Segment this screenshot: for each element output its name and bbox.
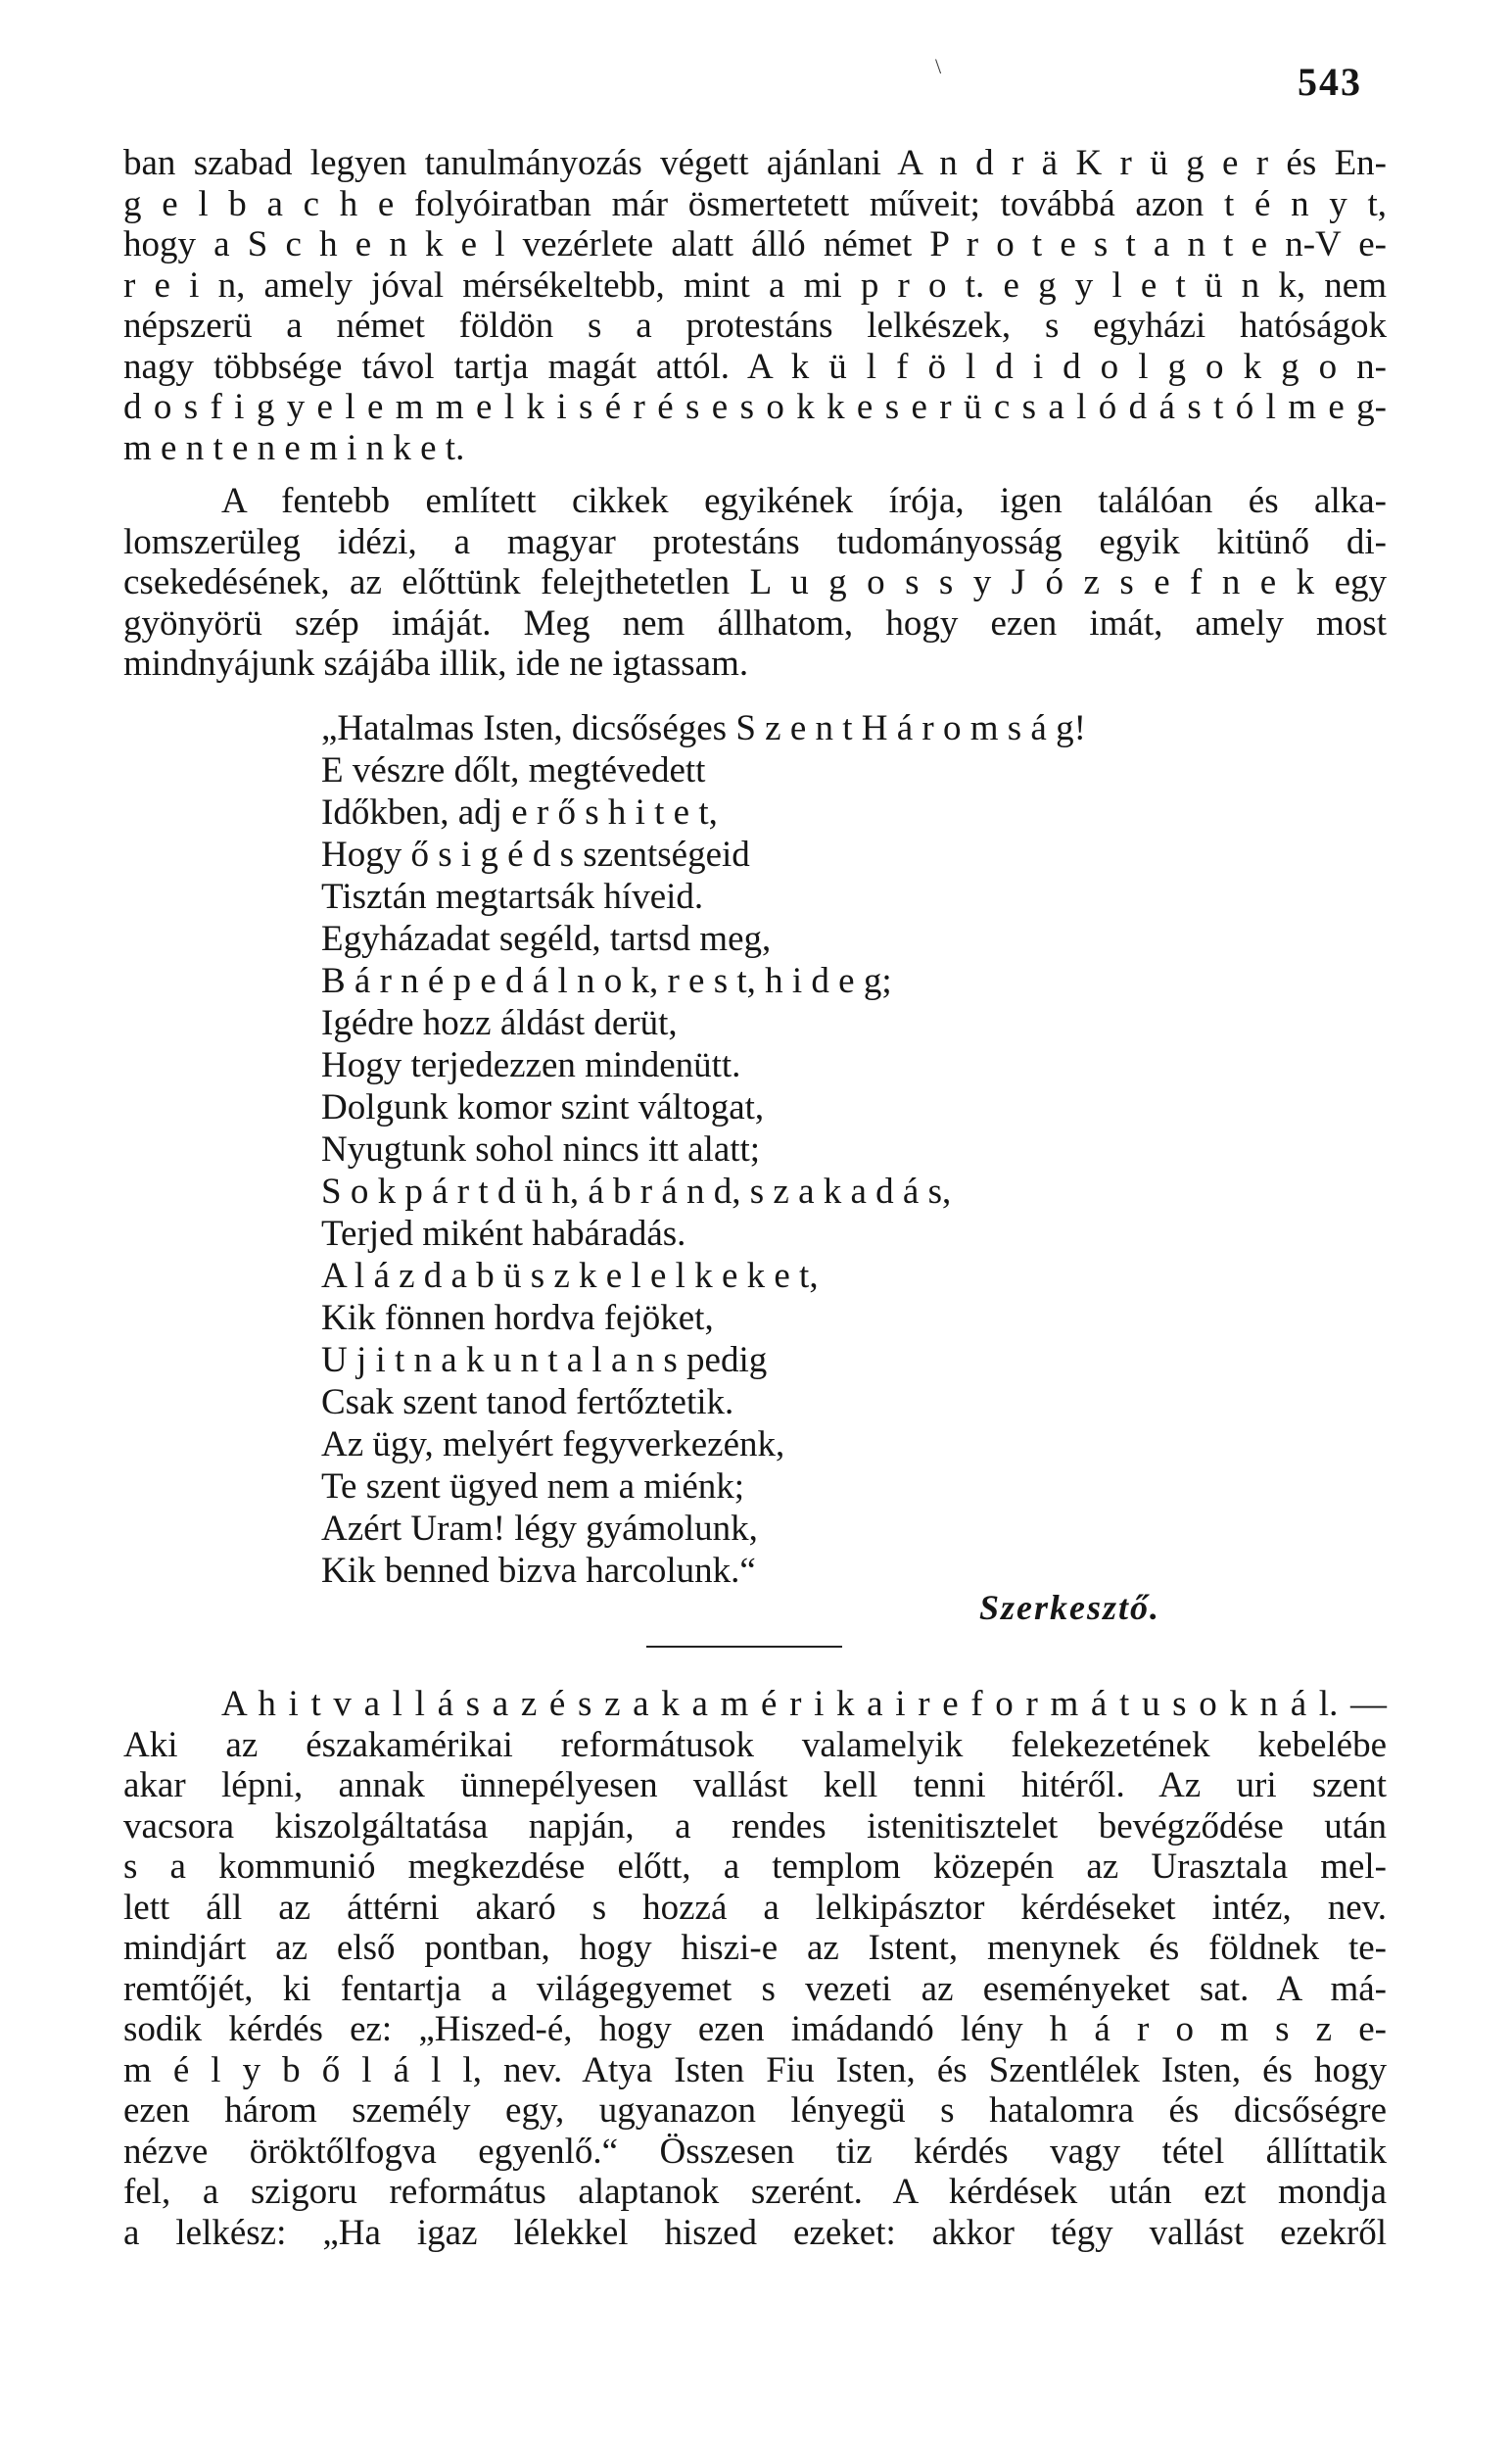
text-line: m é l y b ő l á l l, nev. Atya Isten Fiu Isten, és Szentlélek Isten, és hogy [123, 2049, 1387, 2090]
text-line: sodik kérdés ez: „Hiszed-é, hogy ezen imádandó lény h á r o m s z e- [123, 2009, 1387, 2049]
text-line: lett áll az áttérni akaró s hozzá a lelkipásztor kérdéseket intéz, nev. [123, 1887, 1387, 1928]
text-line: A h i t v a l l á s a z é s z a k a m é r i k a i r e f o r m á t u s o k n á l. — [221, 1684, 1387, 1724]
text-line: nézve öröktőlfogva egyenlő.“ Összesen tiz kérdés vagy tétel állíttatik [123, 2131, 1387, 2172]
text-line: remtőjét, ki fentartja a világegyemet s vezeti az eseményeket sat. A má- [123, 1968, 1387, 2009]
stray-mark: \ [935, 54, 942, 78]
poem-line: Dolgunk komor szint váltogat, [321, 1087, 765, 1127]
text-line: g e l b a c h e folyóiratban már ösmertetett műveit; továbbá azon t é n y t, [123, 183, 1387, 224]
text-line: a lelkész: „Ha igaz lélekkel hiszed ezeket: akkor tégy vallást ezekről [123, 2212, 1387, 2253]
text-line: r e i n, amely jóval mérsékeltebb, mint a mi p r o t. e g y l e t ü n k, nem [123, 264, 1387, 306]
poem-line: Te szent ügyed nem a miénk; [321, 1466, 745, 1507]
page-number: 543 [1298, 60, 1362, 104]
text-line: csekedésének, az előttünk felejthetetlen L u g o s s y J ó z s e f n e k egy [123, 562, 1387, 602]
text-line: akar lépni, annak ünnepélyesen vallást kell tenni hitéről. Az uri szent [123, 1765, 1387, 1805]
text-line: hogy a S c h e n k e l vezérlete alatt álló német P r o t e s t a n t e n-V e- [123, 224, 1387, 264]
poem-line: Nyugtunk sohol nincs itt alatt; [321, 1129, 761, 1170]
text-line: d o s f i g y e l e m m e l k i s é r é s e s o k k e s e r ü c s a l ó d á s t ó l m e g- [123, 387, 1387, 427]
poem-line: E vészre dőlt, megtévedett [321, 750, 706, 791]
poem-line: Egyházadat segéld, tartsd meg, [321, 919, 772, 959]
prayer-poem [321, 707, 1300, 1592]
poem-line: B á r n é p e d á l n o k, r e s t, h i d e g; [321, 961, 892, 1001]
poem-line: Tisztán megtartsák híveid. [321, 877, 704, 917]
poem-line: Terjed miként habáradás. [321, 1214, 686, 1254]
poem-line: A l á z d a b ü s z k e l e l k e k e t, [321, 1256, 819, 1296]
poem-line: Hogy ő s i g é d s szentségeid [321, 835, 750, 875]
poem-line: S o k p á r t d ü h, á b r á n d, s z a k a d á s, [321, 1172, 952, 1212]
poem-line: Kik fönnen hordva fejöket, [321, 1298, 714, 1338]
paragraph-confession [123, 1684, 1387, 2253]
poem-line: Azért Uram! légy gyámolunk, [321, 1509, 758, 1549]
text-line: mindnyájunk szájába illik, ide ne igtassam. [123, 644, 749, 684]
text-line: mindjárt az első pontban, hogy hiszi-e az Istent, menynek és földnek te- [123, 1928, 1387, 1968]
text-line: gyönyörü szép imáját. Meg nem állhatom, hogy ezen imát, amely most [123, 602, 1387, 644]
text-line: ezen három személy egy, ugyanazon lényegü s hatalomra és dicsőségre [123, 2090, 1387, 2131]
poem-line: Időkben, adj e r ő s h i t e t, [321, 792, 718, 833]
text-line: népszerü a német földön s a protestáns lelkészek, s egyházi hatóságok [123, 306, 1387, 346]
paragraph-prayer-intro [123, 481, 1387, 685]
poem-line: Kik benned bizva harcolunk.“ [321, 1551, 756, 1591]
text-line: m e n t e n e m i n k e t. [123, 427, 465, 468]
text-line: vacsora kiszolgáltatása napján, a rendes istenitisztelet bevégződése után [123, 1805, 1387, 1846]
text-line: Aki az északamérikai reformátusok valamelyik felekezetének kebelébe [123, 1724, 1387, 1765]
poem-line: U j i t n a k u n t a l a n s pedig [321, 1340, 768, 1380]
signature: Szerkesztő. [979, 1588, 1161, 1627]
poem-line: „Hatalmas Isten, dicsőséges S z e n t H á r o m s á g! [321, 708, 1086, 748]
text-line: ban szabad legyen tanulmányozás végett ajánlani A n d r ä K r ü g e r és En- [123, 143, 1387, 183]
text-line: A fentebb említett cikkek egyikének írója, igen találóan és alka- [221, 481, 1387, 521]
text-line: nagy többsége távol tartja magát attól. A k ü l f ö l d i d o l g o k g o n- [123, 346, 1387, 387]
poem-line: Igédre hozz áldást derüt, [321, 1003, 678, 1043]
poem-line: Csak szent tanod fertőztetik. [321, 1382, 734, 1422]
text-line: lomszerüleg idézi, a magyar protestáns tudományosság egyik kitünő di- [123, 521, 1387, 562]
text-line: fel, a szigoru református alaptanok szerént. A kérdések után ezt mondja [123, 2172, 1387, 2212]
poem-line: Hogy terjedezzen mindenütt. [321, 1045, 741, 1085]
section-divider [646, 1646, 842, 1648]
text-line: s a kommunió megkezdése előtt, a templom közepén az Urasztala mel- [123, 1846, 1387, 1887]
paragraph-continuation [123, 143, 1387, 468]
poem-line: Az ügy, melyért fegyverkezénk, [321, 1424, 785, 1464]
